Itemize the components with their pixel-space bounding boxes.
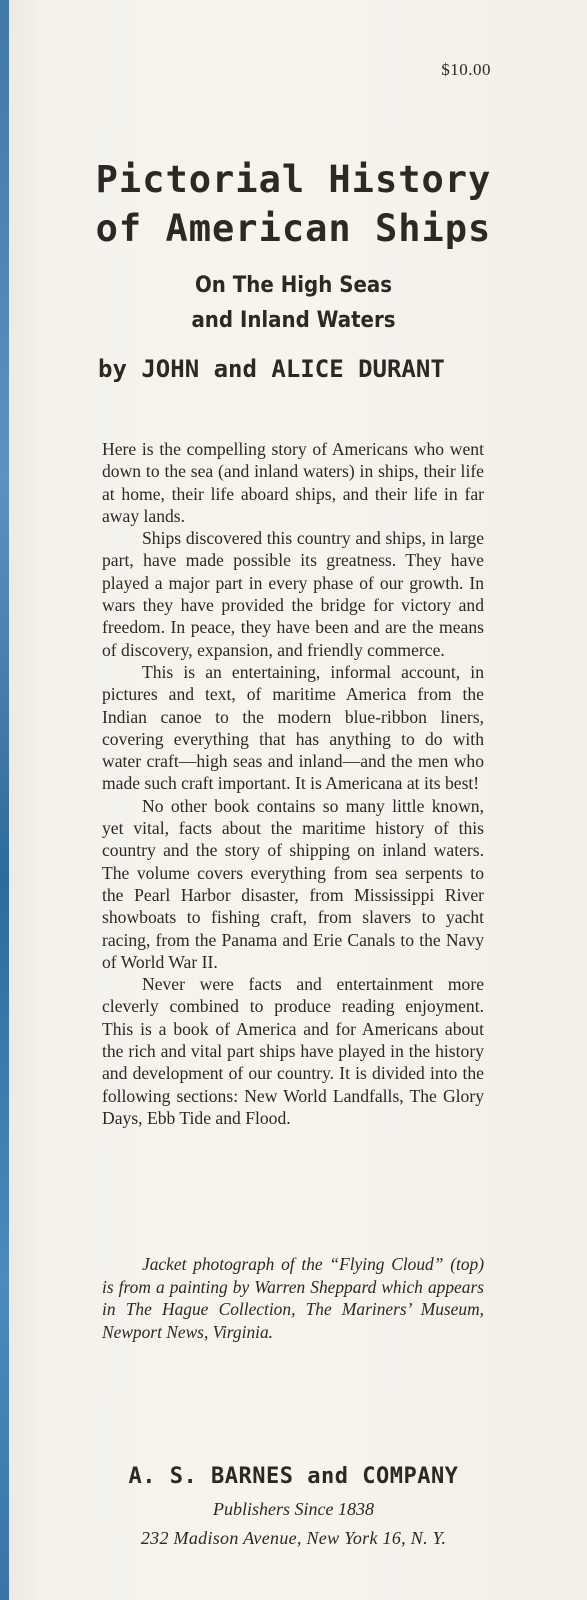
photo-credit: Jacket photograph of the “Flying Cloud” (top) is from a painting by Warren Sheppard which appears in The Hague Collection, The Mariners’ Museum, Newport News, Virginia. (102, 1254, 484, 1342)
subtitle-line-2: and Inland Waters (191, 308, 396, 333)
paragraph: Never were facts and entertainment more cleverly combined to produce reading enjoyment. This is a book of America and for Americans about the rich and vital part ships have played in the history and development of our country. It is divided into the following sections: New World Landfalls, The Glory Days, Ebb Tide and Flood. (102, 974, 484, 1128)
book-title-line-1: Pictorial History (95, 158, 492, 201)
price: $10.00 (441, 60, 491, 79)
paragraph: No other book contains so many little known, yet vital, facts about the maritime history of this country and the story of shipping on inland waters. The volume covers everything from sea serpents to the Pearl Harbor disaster, from Mississippi River showboats to fishing craft, from slavers to yacht racing, from the Panama and Erie Canals to the Navy of World War II. (102, 795, 484, 972)
paragraph: Ships discovered this country and ships, in large part, have made possible its greatness. They have played a major part in every phase of our growth. In wars they have provided the bridge for victory and freedom. In peace, they have been and are the means of discovery, expansion, and friendly commerce. (102, 528, 484, 660)
authors: by JOHN and ALICE DURANT (98, 355, 445, 383)
description-body (102, 438, 484, 1129)
publisher-name: A. S. BARNES and COMPANY (128, 1464, 459, 1489)
book-title-line-2: of American Ships (95, 207, 492, 250)
subtitle-line-1: On The High Seas (194, 273, 393, 298)
publisher-since: Publishers Since 1838 (213, 1499, 374, 1519)
paragraph: This is an entertaining, informal account, in pictures and text, of maritime America from the Indian canoe to the modern blue-ribbon liners, covering everything that has anything to do with water craft—high seas and inland—and the men who made such craft important. It is Americana at its best! (102, 661, 484, 794)
paragraph: Here is the compelling story of Americans who went down to the sea (and inland waters) in ships, their life at home, their life aboard ships, and their life in far away lands. (102, 439, 484, 526)
publisher-address: 232 Madison Avenue, New York 16, N. Y. (140, 1528, 447, 1548)
